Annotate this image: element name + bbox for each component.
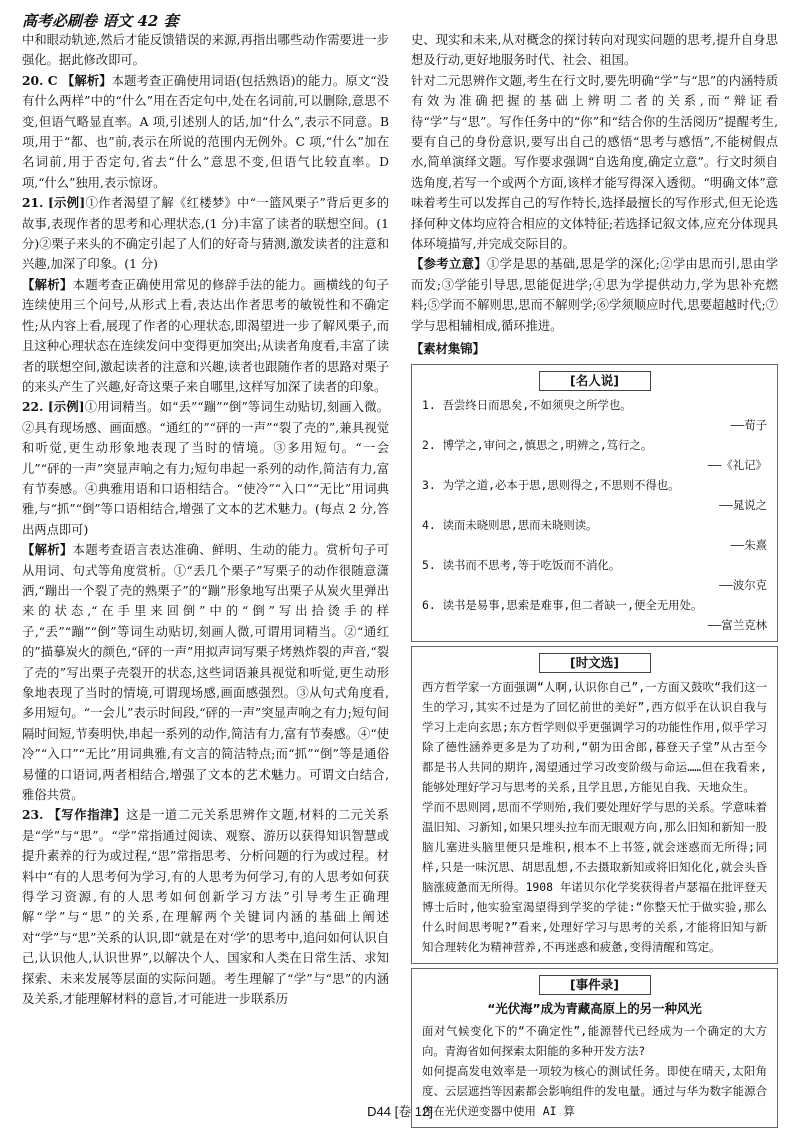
section-tag: [示例] xyxy=(47,399,85,415)
explanation-paragraph xyxy=(22,30,389,71)
quote-author: ——富兰克林 xyxy=(707,617,767,632)
answer-item xyxy=(22,71,389,193)
essay-box-title: [时文选] xyxy=(539,653,651,673)
explanation-paragraph xyxy=(22,540,389,805)
question-number: 23. xyxy=(22,807,49,823)
quote-author: ——《礼记》 xyxy=(707,457,767,472)
right-top-text: 史、现实和未来,从对概念的探讨转向对现实问题的思考,提升自身思想及行动,更好地服务时代、社会、祖国。 xyxy=(411,33,778,68)
paragraph-text: ①用词精当。如“丢”“蹦”“倒”等词生动贴切,刻画入微。②具有现场感、画面感。“通红的”“砰的一声”“裂了壳的”,兼具视觉和听觉,更生动形象地表现了当时的情境。③多用短句。“一会儿”“砰的一声”突显声响之有力;短句串起一系列的动作,简洁有力,富有节奏感。④典雅用语和口语相结合。“使冷”“入口”“无比”用词典雅,与“抓”“倒”等口语相结合,增强了文本的艺术魅力。(每点 2 分,答出两点即可) xyxy=(22,400,389,537)
quote-item: 4. 读而未晓则思,思而未晓则读。 xyxy=(422,517,598,532)
quote-item: 5. 读书而不思考,等于吃饭而不消化。 xyxy=(422,557,621,572)
paragraph-text: 这是一道二元关系思辨作文题,材料的二元关系是“学”与“思”。“学”常指通过阅读、观察、游历以获得知识智慧或提升素养的行为或过程,“思”常指思考、分析问题的行为或过程。材料中“有的人思考何为学习,有的人思考为何学习,有的人思考如何获得学习资源,有的人思考如何创新学习方法”引导考生正确理解“学”与“思”的关系,在理解两个关键词内涵的基础上阐述对“学”与“思”关系的认识,即“就是在对‘学’的思考中,追问如何认识自己,认识他人,认识世界”,以解决个人、国家和人类在日常生活、求知探索、未来发展等层面的实际问题。考生理解了“学”与“思”的内涵及关系,才能理解材料的意旨,才可能进一步联系历 xyxy=(22,808,389,1007)
paragraph-text: 本题考查正确使用词语(包括熟语)的能力。原文“没有什么两样”中的“什么”用在否定句中,处在名词前,可以删除,意思不变,但语气略显直率。A 项,引述别人的话,加“什么”,表示不同意。B 项,用于“都、也”前,表示在所说的范围内无例外。C 项,“什么”加在名词前,用于否定句,省去“什么”意思不变,但语气比较直率。D 项,“什么”独用,表示惊讶。 xyxy=(22,73,389,190)
paragraph-text: 中和眼动轨迹,然后才能反馈错误的来源,再指出哪些动作需要进一步强化。据此修改即可。 xyxy=(22,33,389,68)
question-number: 20. C xyxy=(22,72,63,88)
quotes-box xyxy=(411,364,778,642)
essay-body xyxy=(422,677,767,957)
section-tag: 【写作指津】 xyxy=(48,807,127,823)
writing-guide-paragraph: 针对二元思辨作文题,考生在行文时,要先明确“学”与“思”的内涵特质有效为准确把握的基础上辨明二者的关系,而“辩证看待“学”与“思”。写作任务中的“你”和“结合你的生活阅历”提醒考生,要有自己的身份意识,要写出自己的感悟“思考与感悟”,不能树假点水,简单演绎文题。写作要求强调“自选角度,确定立意”。行文时须自选角度,若写一个或两个方面,该样才能写得深入透彻。“明确文体”意味着考生可以发挥自己的写作特长,选择最擅长的写作形式,但无论选择何种文体均应符合相应的文体特征;若选择记叙文体,应充分体现具体环境描写,并完成交际目的。 xyxy=(411,73,778,252)
question-number: 22. xyxy=(22,399,48,415)
event-box-title: [事件录] xyxy=(539,975,651,995)
quote-author: ——朱熹 xyxy=(730,537,767,552)
quote-author: ——波尔克 xyxy=(719,577,767,592)
quotes-list xyxy=(422,395,767,635)
event-paragraph: 面对气候变化下的“不确定性”,能源替代已经成为一个确定的大方向。青海省如何探索太阳能的多种开发方法? xyxy=(422,1023,767,1058)
quote-item: 3. 为学之道,必本于思,思则得之,不思则不得也。 xyxy=(422,477,680,492)
paragraph-text: 本题考查正确使用常见的修辞手法的能力。画横线的句子连续使用三个问号,从形式上看,表达出作者思考的敏锐性和不确定性;从内容上看,展现了作者的心理状态,即渴望进一步了解风栗子,而且这种心理状态在连续发问中变得更加突出;从读者角度看,丰富了读者的联想空间,激起读者的注意和兴趣,读者也跟随作者的思路对栗子的来头产生了兴趣,好奇这栗子来自哪里,这样写加深了读者的印象。 xyxy=(22,277,389,394)
quote-author: ——荀子 xyxy=(730,417,767,432)
material-label: 【素材集锦】 xyxy=(411,341,485,357)
answer-item xyxy=(22,193,389,275)
page-footer: D44 [卷 12] xyxy=(367,1104,433,1119)
essay-box xyxy=(411,646,778,964)
paragraph-text: 本题考查语言表达准确、鲜明、生动的能力。赏析句子可从用词、句式等角度赏析。①“丢几个栗子”写栗子的动作很随意潇洒,“蹦出一个裂了壳的熟栗子”的“蹦”形象地写出栗子从炭火里弹出来的状态,“在手里来回倒”中的“倒”写出拾烫手的样子,“丢”“蹦”“倒”等词生动贴切,刻画人微,可谓用词精当。②“通红的”描摹炭火的颜色,“砰的一声”用拟声词写栗子烤熟炸裂的声音,“裂了壳的”写出栗子壳裂开的状态,这些词语兼具视觉和听觉,更生动形象地表现了当时的情境,可谓现场感,画面感强烈。③从句式角度看,多用短句。“一会儿”表示时间段,“砰的一声”突显声响之有力;短句间隔时间短,节奏明快,串起一系列的动作,简洁有力,富有节奏感。④“使冷”“入口”“无比”用词典雅,有文言的简洁特点;而“抓”“倒”等是通俗易懂的口语词,两者相结合,增强了文本的艺术魅力。可谓文白结合,雅俗共赏。 xyxy=(22,543,389,803)
quotes-box-title: [名人说] xyxy=(539,371,651,391)
page-header: 高考必刷卷 语文 42 套 xyxy=(22,12,179,30)
quote-item: 6. 读书是易事,思索是难事,但二者缺一,便全无用处。 xyxy=(422,597,703,612)
paragraph-text: ①作者渴望了解《红楼梦》中“一篮风栗子”背后更多的故事,表现作者的思考和心理状态,(1 分)丰富了读者的联想空间。(1 分)②栗子来头的不确定引起了人们的好奇与猜测,激发读者的注意和兴趣,加深了印象。(1 分) xyxy=(22,196,389,272)
event-paragraph: 如何提高发电效率是一项较为核心的测试任务。即使在晴天,太阳角度、云层遮挡等因素都会影响组件的发电量。通过与华为数字能源合作在光伏逆变器中使用 AI 算 xyxy=(422,1063,767,1118)
reference-label: 【参考立意】 xyxy=(411,256,487,272)
right-column xyxy=(411,30,778,1132)
explanation-paragraph xyxy=(22,275,389,397)
quote-author: ——晁说之 xyxy=(719,497,767,512)
section-tag: 【解析】 xyxy=(22,276,73,292)
section-tag: [示例] xyxy=(48,195,86,211)
answer-item xyxy=(22,397,389,540)
quote-item: 1. 吾尝终日而思矣,不如须臾之所学也。 xyxy=(422,397,632,412)
essay-paragraph: 学而不思则罔,思而不学则殆,我们要处理好学与思的关系。学意味着温旧知、习新知,如果只埋头拉车而无眼观方向,那么旧知和新知一股脑儿塞进头脑里便只是堆积,根本不上书签,就会迷惑而无所得;同样,只是一味沉思、胡思乱想,不去摄取新知或将旧知化化,就会头昏脑涨疲惫而无所得。1908 年诺贝尔化学奖获得者卢瑟福在批评登天博士后时,他实验室渴望得到学奖的学徒:“你整天忙于做实验,那么什么时间思考呢?”看来,处理好学习与思考的关系,才能将旧知与新知合理转化为精神营养,不再迷惑和疲惫,变得清醒和笃定。 xyxy=(422,799,767,954)
event-title: “光伏海”成为青藏高原上的另一种风光 xyxy=(487,1000,702,1016)
section-tag: 【解析】 xyxy=(22,542,73,558)
reference-text: ①学是思的基础,思是学的深化;②学由思而引,思由学而发;③学能引导思,思能促进学;④思为学提供动力,学为思补充燃料;⑤学而不解则思,思而不解则学;⑥学须顺应时代,思要超越时代;⑦学与思相辅相成,循环推进。 xyxy=(411,257,778,333)
question-number: 21. xyxy=(22,195,49,211)
left-column xyxy=(22,30,389,1132)
quote-item: 2. 博学之,审问之,慎思之,明辨之,笃行之。 xyxy=(422,437,653,452)
answer-item xyxy=(22,805,389,1009)
essay-paragraph: 西方哲学家一方面强调“人啊,认识你自己”,一方面又鼓吹“我们这一生的学习,其实不过是为了回忆前世的美好”,西方似乎在认识自我与学习上走向玄思;东方哲学则似乎更强调学习的功能性作用,似乎学习除了德性涵养更多是为了功利,“朝为田舍郎,暮登天子堂”从古至今都是书人共同的期许,渴望通过学习改变阶级与命运……但在我看来,能够处理好学习与思考的关系,且学且思,方能见自我、天地众生。 xyxy=(422,679,767,794)
section-tag: 【解析】 xyxy=(62,72,112,88)
reference-theme xyxy=(411,254,778,336)
